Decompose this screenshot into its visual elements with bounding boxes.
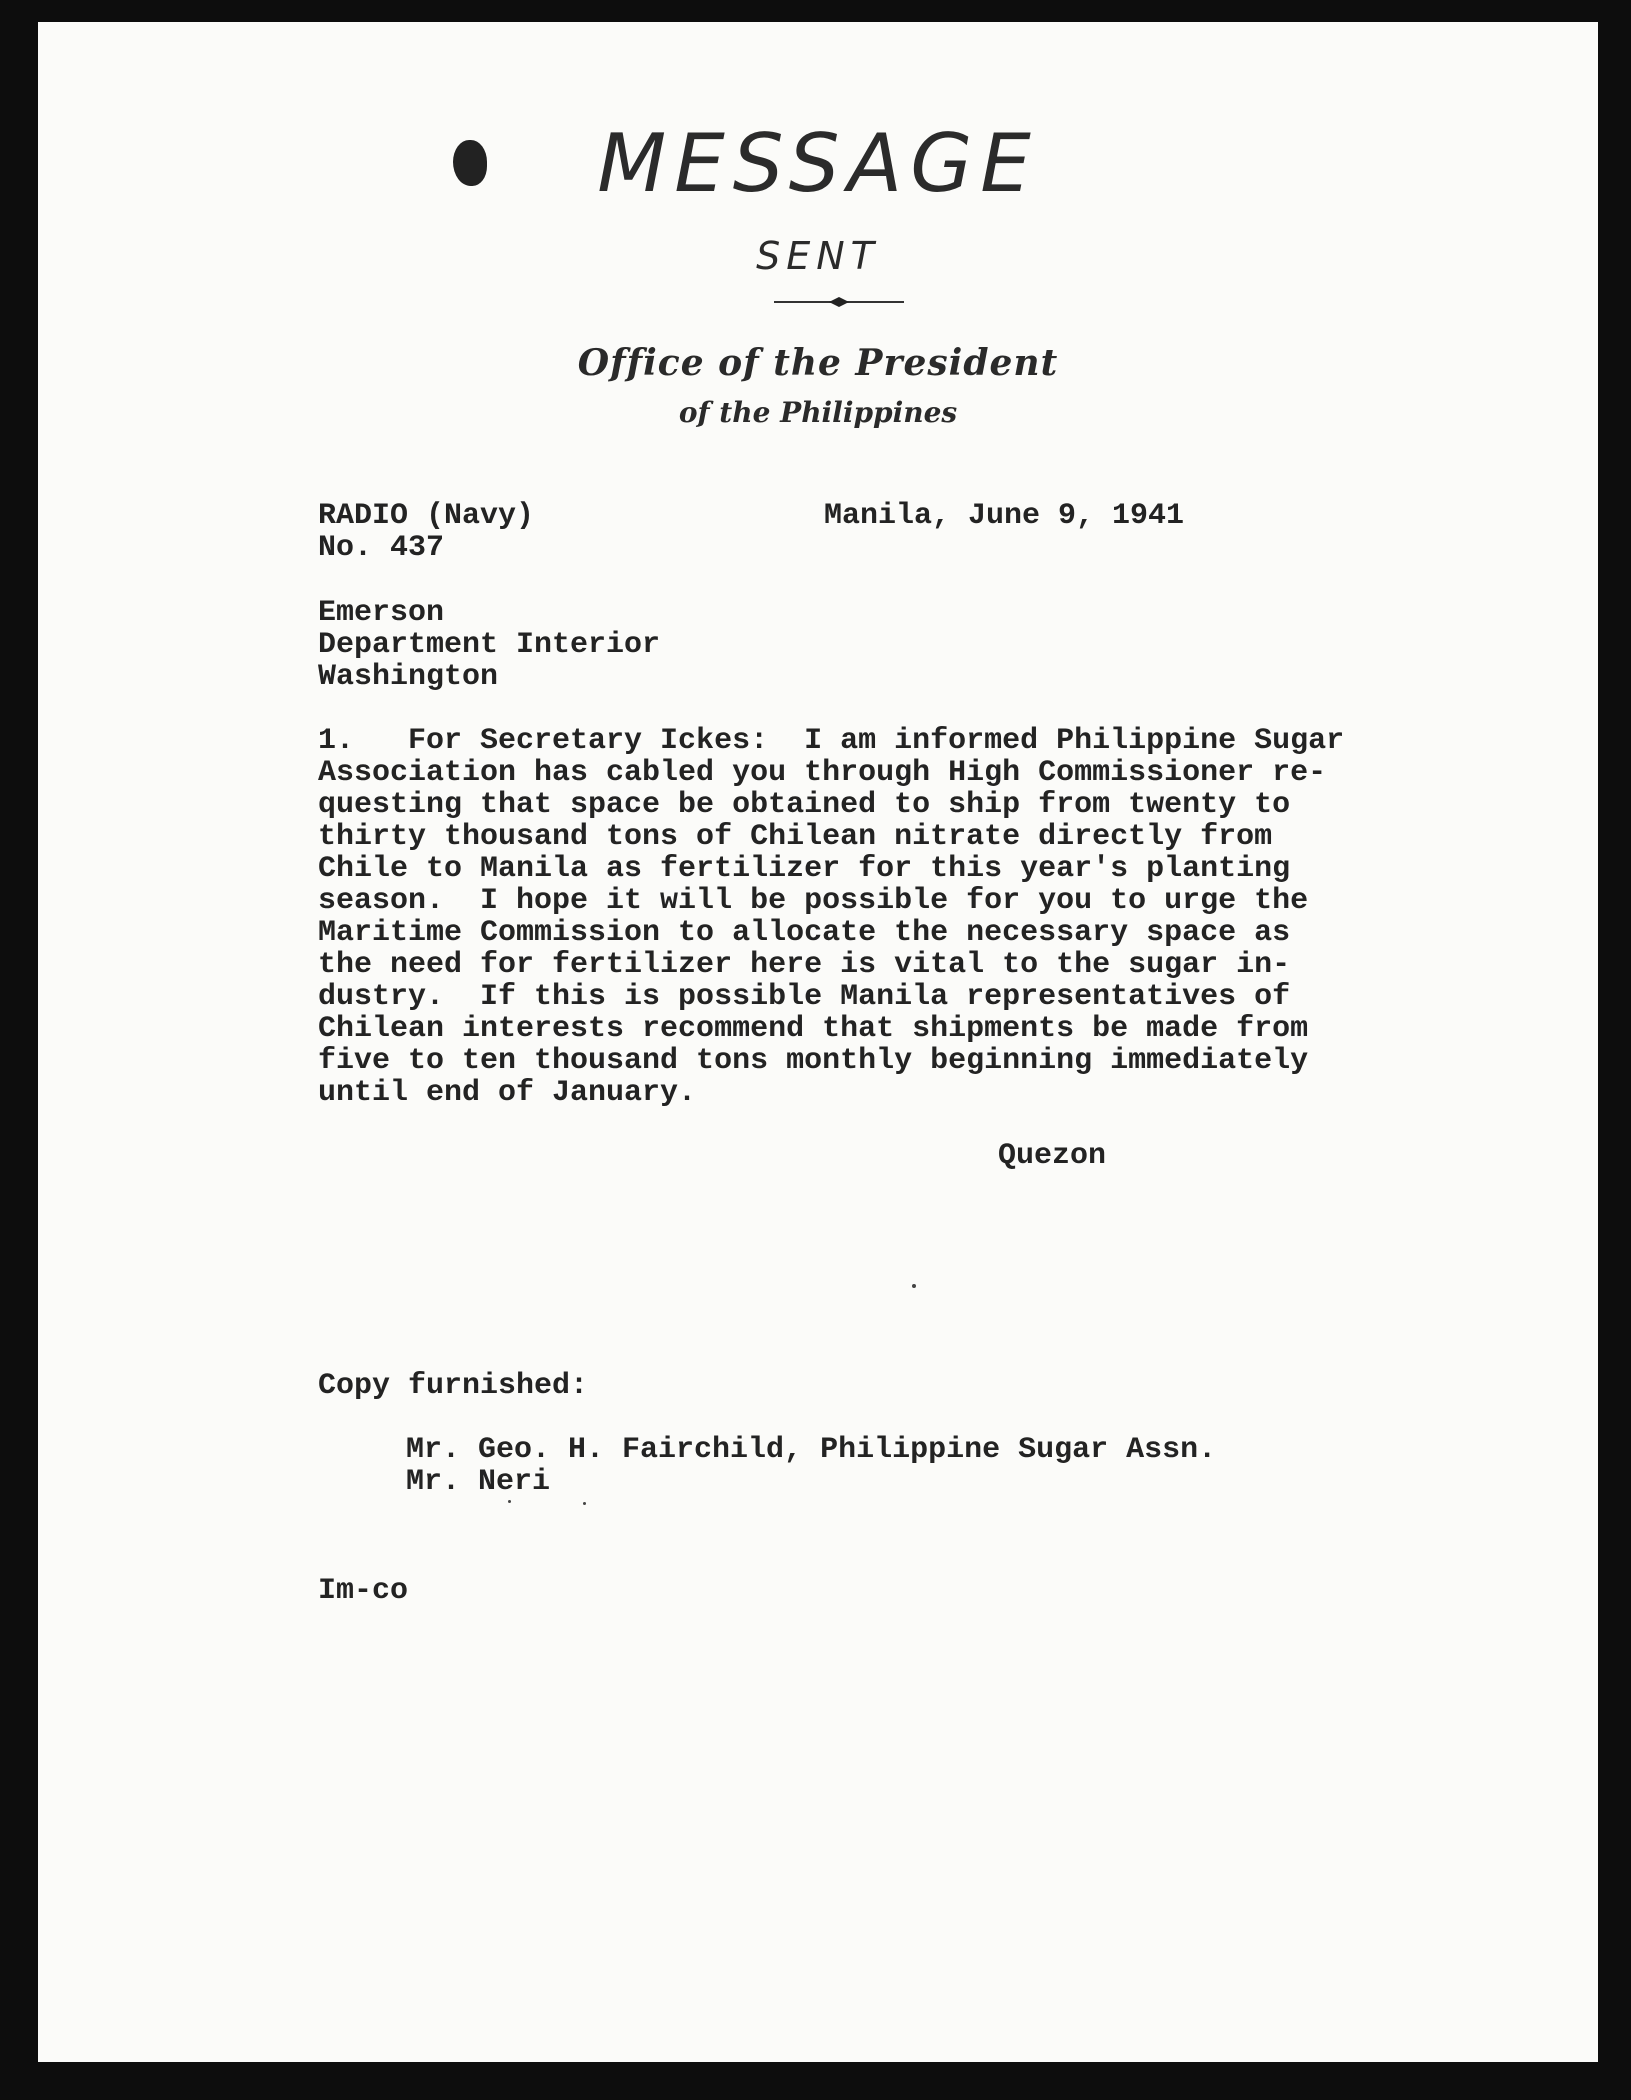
radio-number: No. 437 [318,531,445,565]
body-line: Chilean interests recommend that shipments be made from [318,1012,1309,1046]
addressee-name: Emerson [318,596,445,630]
paper-speck [508,1500,511,1503]
addressee-department: Department Interior [318,628,661,662]
body-line: dustry. If this is possible Manila representatives of [318,980,1291,1014]
message-title: MESSAGE [597,117,1039,210]
copy-recipient: Mr. Geo. H. Fairchild, Philippine Sugar Assn. [406,1433,1217,1467]
copy-recipient: Mr. Neri [406,1465,551,1499]
radio-reference [318,500,534,564]
body-line: five to ten thousand tons monthly beginning immediately [318,1044,1309,1078]
copy-furnished-label: Copy furnished: [318,1369,589,1403]
signature: Quezon [998,1139,1107,1173]
office-name: Office of the President [577,342,1059,384]
dateline: Manila, June 9, 1941 [824,499,1185,533]
document-page [38,22,1598,2062]
typist-initials: Im-co [318,1574,409,1608]
body-line: questing that space be obtained to ship from twenty to [318,788,1291,822]
addressee-block [318,597,660,693]
message-body [318,725,1344,1109]
body-line: Association has cabled you through High Commissioner re- [318,756,1327,790]
body-line: Maritime Commission to allocate the necessary space as [318,916,1291,950]
message-subtitle: SENT [756,234,880,278]
ornament-divider [774,294,904,310]
radio-type: RADIO (Navy) [318,499,535,533]
body-line: Chile to Manila as fertilizer for this year's planting [318,852,1291,886]
body-line: the need for fertilizer here is vital to the sugar in- [318,948,1291,982]
body-line: 1. For Secretary Ickes: I am informed Philippine Sugar [318,724,1345,758]
addressee-city: Washington [318,660,499,694]
body-line: until end of January. [318,1076,697,1110]
body-line: season. I hope it will be possible for you to urge the [318,884,1309,918]
office-country: of the Philippines [678,396,958,429]
paper-speck [583,1502,586,1505]
body-line: thirty thousand tons of Chilean nitrate directly from [318,820,1273,854]
copy-recipients [406,1434,1216,1498]
paper-speck [912,1284,916,1288]
